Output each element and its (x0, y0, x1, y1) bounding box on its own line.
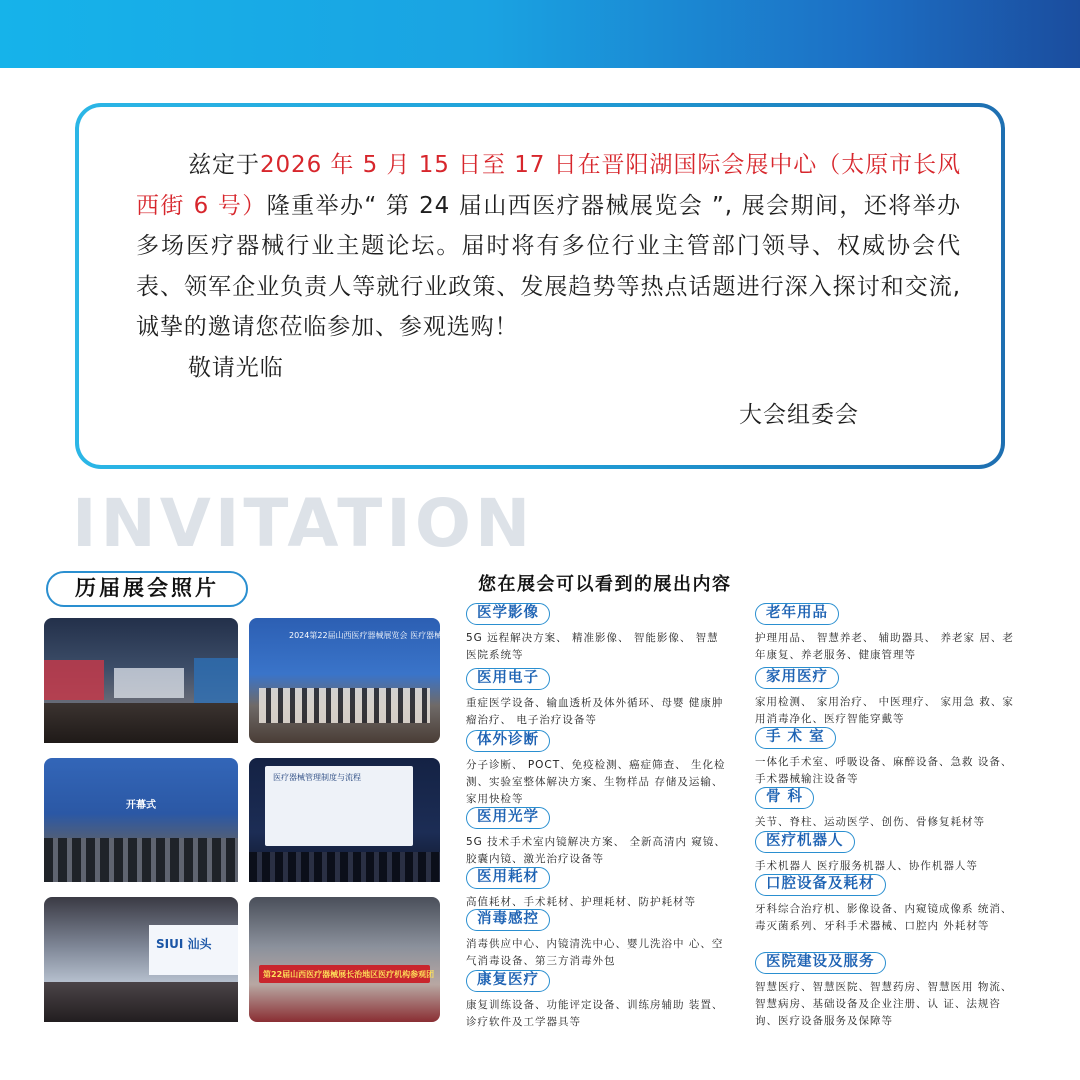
category-description: 家用检测、 家用治疗、 中医理疗、 家用急 救、家用消毒净化、医疗智能穿戴等 (755, 696, 1014, 725)
category-description: 一体化手术室、呼吸设备、麻醉设备、急救 设备、手术器械输注设备等 (755, 756, 1013, 785)
category-ivd (466, 729, 728, 808)
photo-caption: 医疗器械管理制度与流程 (273, 773, 361, 782)
invitation-letter (79, 107, 1001, 465)
visiting-group-photo (249, 897, 440, 1022)
category-label: 骨 科 (755, 787, 814, 809)
category-label: 家用医疗 (755, 667, 839, 689)
invitation-watermark-text: INVITATION (72, 485, 535, 562)
category-medical-electronics (466, 667, 728, 729)
category-description: 高值耗材、手术耗材、护理耗材、防护耗材等 (466, 896, 696, 908)
category-home-medical (755, 666, 1017, 728)
booth-hall-photo (44, 897, 238, 1022)
exhibition-hall-photo (44, 618, 238, 743)
photo-caption: 开幕式 (126, 800, 156, 811)
category-elderly-products (755, 602, 1017, 664)
invitation-letter-frame (75, 103, 1005, 469)
category-dental (755, 873, 1017, 935)
category-disinfection (466, 908, 728, 970)
category-operating-room (755, 726, 1017, 788)
letter-signature: 大会组委会 (739, 402, 859, 428)
category-label: 医学影像 (466, 603, 550, 625)
category-description: 5G 技术手术室内镜解决方案、 全新高清内 窥镜、胶囊内镜、激光治疗设备等 (466, 836, 726, 865)
letter-intro: 兹定于 (188, 152, 260, 178)
photo-caption: SIUI 汕头 (156, 937, 212, 951)
category-label: 医用耗材 (466, 867, 550, 889)
category-description: 牙科综合治疗机、影像设备、内窥镜成像系 统消、毒灭菌系列、牙科手术器械、口腔内 外耗材等 (755, 903, 1013, 932)
category-description: 智慧医疗、智慧医院、智慧药房、智慧医用 物流、智慧病房、基础设备及企业注册、认 证、法规咨询、医疗设备服务及保障等 (755, 981, 1013, 1027)
category-description: 护理用品、 智慧养老、 辅助器具、 养老家 居、老年康复、养老服务、健康管理等 (755, 632, 1014, 661)
category-label: 医用光学 (466, 807, 550, 829)
category-rehabilitation (466, 969, 728, 1031)
category-consumables (466, 866, 728, 911)
category-description: 消毒供应中心、内镜清洗中心、婴儿洗浴中 心、空气消毒设备、第三方消毒外包 (466, 938, 724, 967)
letter-date-venue: 2026 年 5 月 15 日至 17 日在晋阳湖国际会展中心（太原市长风西街 6 号） (136, 152, 961, 219)
category-label: 体外诊断 (466, 730, 550, 752)
category-orthopedics (755, 786, 1017, 831)
category-hospital-construction (755, 951, 1017, 1030)
category-medical-robots (755, 830, 1017, 875)
category-label: 口腔设备及耗材 (755, 874, 886, 896)
category-label: 消毒感控 (466, 909, 550, 931)
category-label: 手 术 室 (755, 727, 836, 749)
category-label: 医疗机器人 (755, 831, 855, 853)
category-description: 关节、脊柱、运动医学、创伤、骨修复耗材等 (755, 816, 985, 828)
category-description: 分子诊断、 POCT、免疫检测、癌症筛查、 生化检测、实验室整体解决方案、生物样品 存储及运输、家用快检等 (466, 759, 726, 805)
letter-closing: 敬请光临 (188, 354, 284, 381)
category-medical-optics (466, 806, 728, 868)
photo-caption: 第22届山西医疗器械展长治地区医疗机构参观团 (263, 970, 435, 979)
category-label: 医用电子 (466, 668, 550, 690)
category-description: 5G 远程解决方案、 精准影像、 智能影像、 智慧医院系统等 (466, 632, 719, 661)
category-label: 康复医疗 (466, 970, 550, 992)
category-medical-imaging (466, 602, 728, 664)
opening-ceremony-photo (44, 758, 238, 882)
past-photos-label: 历届展会照片 (46, 571, 248, 607)
letter-main-text: 隆重举办“ 第 24 届山西医疗器械展览会 ”, 展会期间，还将举办多场医疗器械行业主题论坛。届时将有多位行业主管部门领导、权威协会代表、领军企业负责人等就行业政策、发展趋势等热点话题进行深入探讨和交流, 诚挚的邀请您莅临参加、参观选购！ (136, 192, 961, 340)
exhibit-content-title: 您在展会可以看到的展出内容 (478, 574, 732, 595)
photo-caption: 2024第22届山西医疗器械展览会 医疗器械临床使用与评价专委会 (289, 631, 523, 640)
forum-presentation-photo (249, 758, 440, 882)
category-description: 康复训练设备、功能评定设备、训练房辅助 装置、诊疗软件及工学器具等 (466, 999, 724, 1028)
category-description: 手术机器人 医疗服务机器人、协作机器人等 (755, 860, 978, 872)
category-label: 老年用品 (755, 603, 839, 625)
top-gradient-band (0, 0, 1080, 68)
category-description: 重症医学设备、输血透析及体外循环、母婴 健康肿瘤治疗、 电子治疗设备等 (466, 697, 724, 726)
letter-body (136, 145, 961, 388)
category-label: 医院建设及服务 (755, 952, 886, 974)
